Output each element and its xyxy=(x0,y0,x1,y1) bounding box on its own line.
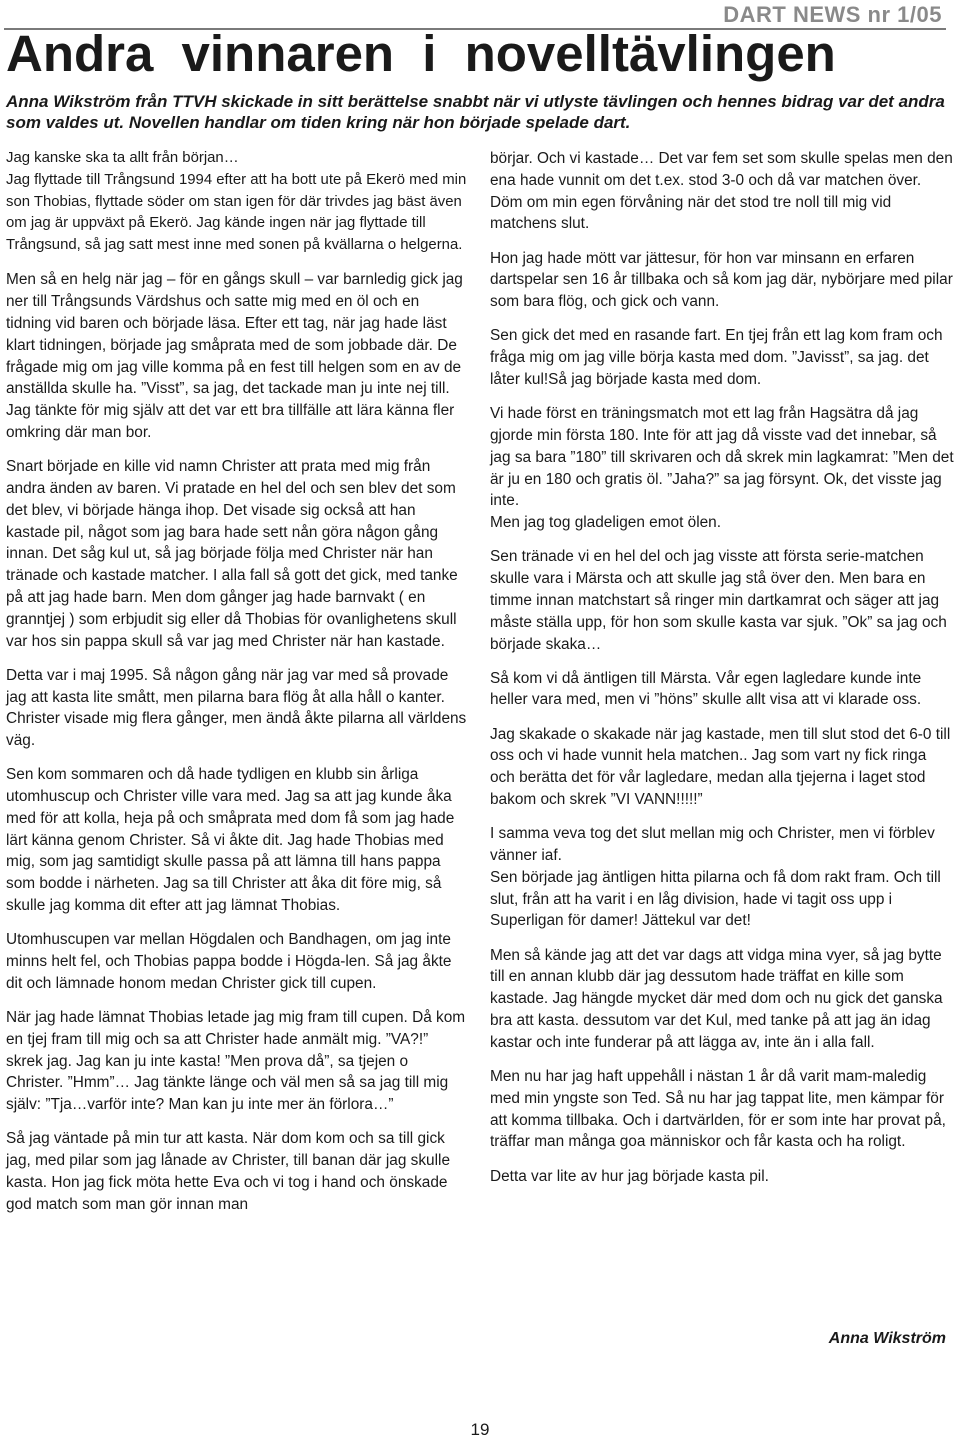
paragraph: Jag kanske ska ta allt från början… Jag flyttade till Trångsund 1994 efter att ha bott ute på Ekerö med min son Thobias, flyttade söder om stan igen för där trivdes jag bäst även om jag är uppväxt på Ekerö. Jag kände ingen när jag flyttade till Trångsund, så jag satt mest inne med sonen på kvällarna o helgerna. xyxy=(6,150,467,254)
paragraph: När jag hade lämnat Thobias letade jag mig fram till cupen. Då kom en tjej fram till mig och sa att Christer hade anmält mig. ”VA?!” skrek jag. Jag kan ju inte kasta! ”Men prova då”, sa tjejen o Christer. ”Hmm”… Jag tänkte länge och väl men så sa jag till mig själv: ”Tja…varför inte? Man kan ju inte mer än förlora…” xyxy=(6,1009,466,1114)
paragraph: Detta var i maj 1995. Så någon gång när jag var med så provade jag att kasta lite smått, men pilarna bara flög åt alla håll o kanter. Christer visade mig flera gånger, men ändå åkte pilarna all världens väg. xyxy=(6,666,467,750)
paragraph: Snart började en kille vid namn Christer att prata med mig från andra änden av baren. Vi pratade en hel del och sen blev det som det blev, vi började hänga ihop. Det visade sig också att han kastade pil, något som jag bara hade sett nån göra någon gång innan. Det såg kul ut, så jag började följa med Christer när han tränade och kastade matcher. I alla fall så gott det gick, med tanke på att jag hade barn. Men dom gånger jag hade barnvakt ( en granntjej ) som erbjudit sig eller då Thobias för ovanlighetens skull var hos sin pappa skull så var jag med Christer när han kastade. xyxy=(6,458,458,650)
paragraph: börjar. Och vi kastade… Det var fem set som skulle spelas men den ena hade vunnit om det t.ex. stod 3-0 och då var matchen över. Döm om min egen förvåning när det stod tre noll till mig vid matchens slut. xyxy=(490,150,953,233)
article-headline: Andra vinnaren i novelltävlingen xyxy=(6,25,836,82)
page-number: 19 xyxy=(470,1420,490,1439)
paragraph: Sen kom sommaren och då hade tydligen en klubb sin årliga utomhuscup och Christer ville vara med. Jag sa att jag kunde åka med för att kolla, heja på och småprata med dom få som jag hade lärt känna genom Christer. Så vi åkte dit. Jag hade Thobias med mig, som jag samtidigt skulle passa på att lämna till hans pappa som bodde i närheten. Jag sa till Christer att åka dit före mig, så skulle jag komma dit efter att jag lämnat Thobias. xyxy=(6,766,455,915)
author-signature: Anna Wikström xyxy=(828,1330,946,1347)
paragraph: Jag skakade o skakade när jag kastade, men till slut stod det 6-0 till oss och vi hade vunnit hela matchen.. Jag som vart ny fick ringa och berätta det för vår lagledare, medan alla tjejerna i laget stod bakom och skrek ”VI VANN!!!!!” xyxy=(490,725,951,809)
paragraph: Vi hade först en träningsmatch mot ett lag från Hagsätra då jag gjorde min första 180. Inte för att jag då visste vad det innebar, så jag sa bara ”180” till skrivaren och då skrek min lagkamrat: ”Men det är ju en 180 och gratis öl. ”Jaha?” sa jag försynt. Ok, det visste jag inte. Men jag tog gladeligen emot ölen. xyxy=(490,405,954,532)
paragraph: Men så kände jag att det var dags att vidga mina vyer, så jag bytte till en annan klubb där jag dessutom hade träffat en kille som kastade. Jag hängde mycket där med dom och nu gick det ganska bra att kasta. dessutom var det Kul, med tanke på att jag än idag kastar och inte funderar på att lägga av, inte än i alla fall. xyxy=(490,946,943,1051)
paragraph: Hon jag hade mött var jättesur, för hon var minsann en erfaren dartspelar sen 16 år tillbaka och så kom jag där, nybörjare med pilar som bara flög, och gick och vann. xyxy=(490,249,953,311)
paragraph: Utomhuscupen var mellan Högdalen och Bandhagen, om jag inte minns helt fel, och Thobias pappa bodde i Högda-len. Så jag åkte dit och lämnade honom medan Christer gick till cupen. xyxy=(6,931,452,992)
paragraph: Sen tränade vi en hel del och jag visste att första serie-matchen skulle vara i Märsta och att skulle jag stå över den. Men bara en timme innan matchstart så ringer min dartkamrat och säger att jag måste ställa upp, för hon som skulle kasta var sjuk. ”Ok” sa jag och började skaka… xyxy=(490,548,947,653)
paragraph: Men så en helg när jag – för en gångs skull – var barnledig gick jag ner till Trångsunds Värdshus och satte mig med en öl och en tidning vid baren och började läsa. Efter ett tag, när jag hade läst klart tidningen, började jag småprata med de som jobbade där. De frågade mig om jag ville komma på en fest till helgen som en av de anställda skulle ha. ”Visst”, sa jag, det tackade man ju inte nej till. Jag tänkte för mig själv att det var ett bra tillfälle att lära känna fler omkring där man bor. xyxy=(6,271,463,441)
paragraph: Detta var lite av hur jag började kasta pil. xyxy=(490,1167,769,1185)
masthead: DART NEWS nr 1/05 xyxy=(723,2,942,27)
paragraph: Men nu har jag haft uppehåll i nästan 1 år då varit mam-maledig med min yngste son Ted. Så nu har jag tappat lite, men kämpar för att komma tillbaka. Och i dartvärlden, för er som inte har provat på, träffar man många goa människor och får kasta och ha roligt. xyxy=(490,1068,946,1151)
article-lead: Anna Wikström från TTVH skickade in sitt berättelse snabbt när vi utlyste tävlingen och hennes bidrag var det andra som valdes ut. Novellen handlar om tiden kring när hon började spelade dart. xyxy=(6,92,945,132)
paragraph: I samma veva tog det slut mellan mig och Christer, men vi förblev vänner iaf. Sen började jag äntligen hitta pilarna och få dom rakt fram. Och till slut, från att ha varit i en låg division, hade vi tagit oss upp i Superligan för damer! Jättekul var det! xyxy=(490,825,941,930)
paragraph: Sen gick det med en rasande fart. En tjej från ett lag kom fram och fråga mig om jag ville börja kasta med dom. ”Javisst”, sa jag. det låter kul!Så jag började kasta med dom. xyxy=(490,327,943,388)
paragraph: Så jag väntade på min tur att kasta. När dom kom och sa till gick jag, med pilar som jag lånade av Christer, till banan där jag skulle kasta. Hon jag fick möta hette Eva och vi tog i hand och önskade god match som man gör innan man xyxy=(6,1130,450,1213)
paragraph: Så kom vi då äntligen till Märsta. Vår egen lagledare kunde inte heller vara med, men vi ”höns” skulle allt visa att vi klarade oss. xyxy=(490,669,922,709)
right-column xyxy=(490,148,955,1200)
left-column xyxy=(6,148,468,1228)
